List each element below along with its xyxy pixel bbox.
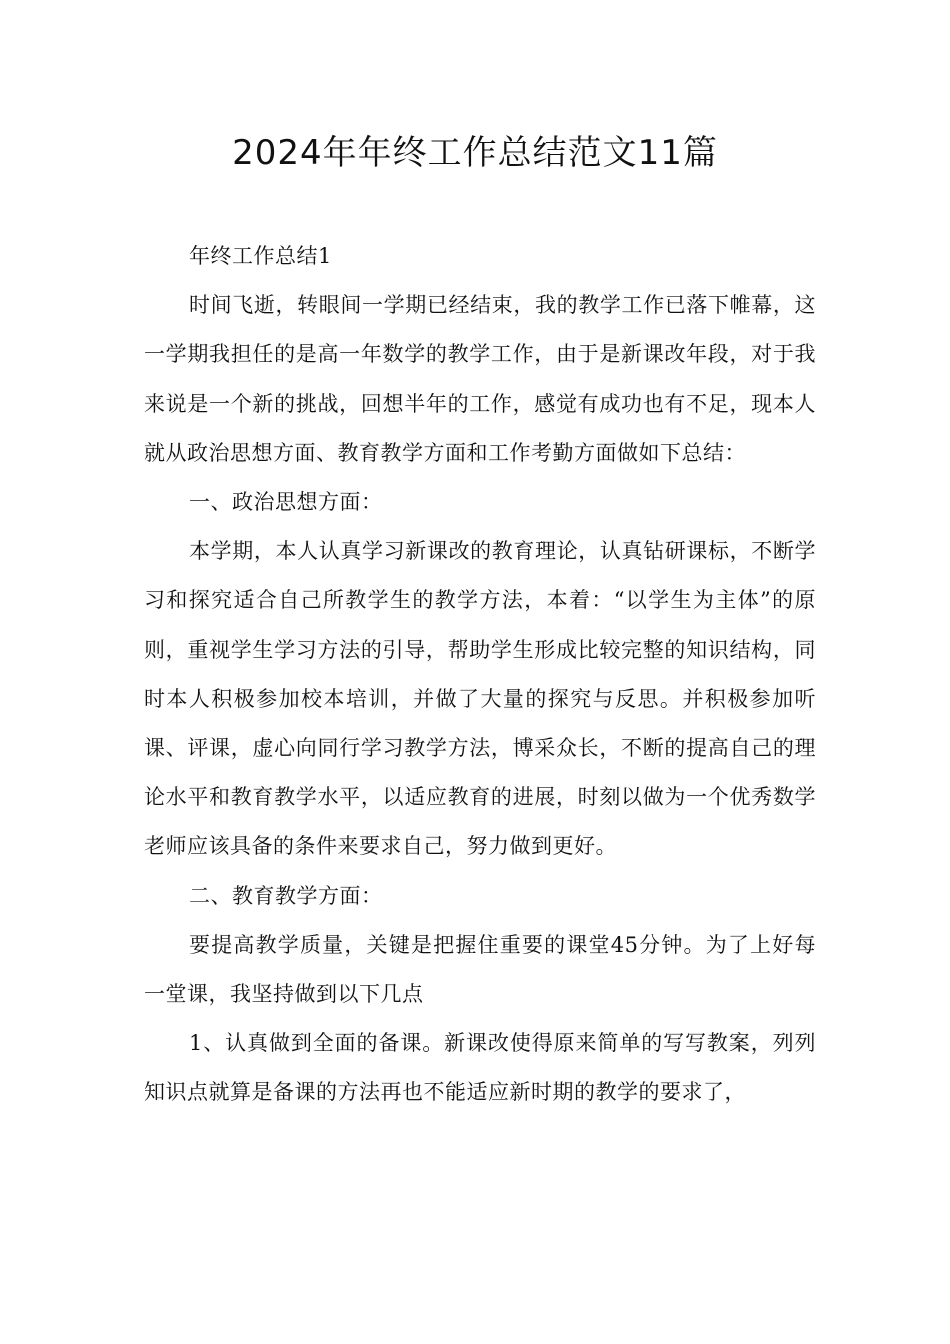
document-title: 2024年年终工作总结范文11篇 (232, 133, 718, 173)
section-heading-political: 一、政治思想方面： (189, 490, 383, 515)
document-body (144, 232, 816, 1118)
section-heading-teaching: 二、教育教学方面： (189, 883, 383, 908)
intro-paragraph: 时间飞逝，转眼间一学期已经结束，我的教学工作已落下帷幕，这一学期我担任的是高一年数学的教学工作，由于是新课改年段，对于我来说是一个新的挑战，回想半年的工作，感觉有成功也有不足，现本人就从政治思想方面、教育教学方面和工作考勤方面做如下总结： (144, 293, 816, 465)
section-heading-summary-1: 年终工作总结1 (189, 244, 332, 268)
point-1-paragraph: 1、认真做到全面的备课。新课改使得原来简单的写写教案，列列知识点就算是备课的方法再也不能适应新时期的教学的要求了， (144, 1031, 816, 1105)
political-paragraph: 本学期，本人认真学习新课改的教育理论，认真钻研课标，不断学习和探究适合自己所教学生的教学方法，本着：“以学生为主体”的原则，重视学生学习方法的引导，帮助学生形成比较完整的知识结构，同时本人积极参加校本培训，并做了大量的探究与反思。并积极参加听课、评课，虚心向同行学习教学方法，博采众长，不断的提高自己的理论水平和教育教学水平，以适应教育的进展，时刻以做为一个优秀数学老师应该具备的条件来要求自己，努力做到更好。 (144, 539, 816, 859)
teaching-paragraph: 要提高教学质量，关键是把握住重要的课堂45分钟。为了上好每一堂课，我坚持做到以下几点 (144, 932, 816, 1007)
